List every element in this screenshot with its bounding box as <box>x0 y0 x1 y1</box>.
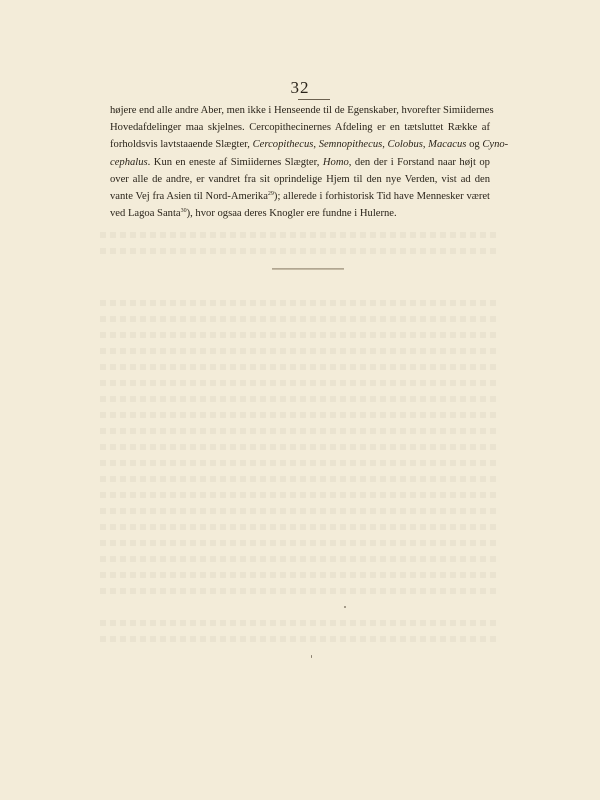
bleed-through-texture <box>100 524 500 530</box>
text-run: , <box>313 139 319 151</box>
text-run: Hovedafdelinger maa skjelnes. Cercopithecinernes Afdeling er en tætsluttet Række af <box>110 122 490 134</box>
genus-name: Semnopithecus <box>318 139 383 151</box>
bleed-through-texture <box>100 492 500 498</box>
bleed-through-texture <box>100 396 500 402</box>
bleed-through-texture <box>100 332 500 338</box>
text-run: , den der i Forstand naar højt op <box>348 156 490 168</box>
genus-name: cephalus <box>110 156 148 168</box>
bleed-through-texture <box>100 476 500 482</box>
genus-name: Cyno- <box>482 139 509 151</box>
text-run: . Kun en eneste af Simiidernes Slægter, <box>147 156 323 168</box>
bleed-through-texture <box>100 540 500 546</box>
text-run: og <box>466 139 483 151</box>
bleed-through-texture <box>100 300 500 306</box>
text-run: højere end alle andre Aber, men ikke i Henseende til de Egenskaber, hvorefter Simiidernes <box>110 105 494 116</box>
paper-speck <box>344 606 346 608</box>
bleed-through-texture <box>100 508 500 514</box>
bleed-through-texture <box>100 412 500 418</box>
bleed-through-texture <box>100 248 500 254</box>
genus-name: Macacus <box>428 139 467 151</box>
bleed-through-texture <box>100 572 500 578</box>
bleed-through-texture <box>100 348 500 354</box>
bleed-through-texture <box>100 556 500 562</box>
text-run: ), hvor ogsaa deres Knogler ere fundne i Hulerne. <box>186 208 397 220</box>
bleed-through-texture <box>100 620 500 626</box>
text-run: , <box>422 139 429 151</box>
footnote-ref: 30 <box>180 208 187 215</box>
text-line-6 <box>110 188 490 205</box>
text-run: vante Vej fra Asien til Nord-Amerika <box>110 191 268 203</box>
text-line-2 <box>110 119 490 136</box>
bleed-through-texture <box>100 636 500 642</box>
text-line-7 <box>110 205 490 222</box>
body-paragraph <box>110 102 509 222</box>
text-line-1 <box>110 102 494 119</box>
bleed-through-texture <box>100 460 500 466</box>
bleed-through-texture <box>100 232 500 238</box>
paper-speck <box>311 655 312 658</box>
bleed-through-texture <box>100 428 500 434</box>
page-number-underline <box>298 99 330 100</box>
genus-name: Colobus <box>387 139 423 151</box>
text-line-4 <box>110 154 490 171</box>
text-run: forholdsvis lavtstaaende Slægter, <box>110 139 253 151</box>
text-run: over alle de andre, er vandret fra sit oprindelige Hjem til den nye Verden, vist ad den <box>110 173 490 185</box>
bleed-through-texture <box>100 380 500 386</box>
section-separator-rule <box>272 268 344 270</box>
genus-name: Cercopithecus <box>252 139 314 151</box>
bleed-through-texture <box>100 364 500 370</box>
footnote-ref: 29 <box>267 191 274 198</box>
text-line-3 <box>110 136 509 153</box>
bleed-through-texture <box>100 444 500 450</box>
text-run: , <box>382 139 388 151</box>
bleed-through-texture <box>100 588 500 594</box>
page-number: 32 <box>290 78 310 97</box>
text-line-5 <box>110 171 490 188</box>
text-run: ); allerede i forhistorisk Tid have Mennesker været <box>273 191 490 203</box>
text-run: ved Lagoa Santa <box>110 208 181 220</box>
genus-name: Homo <box>322 156 349 168</box>
bleed-through-texture <box>100 316 500 322</box>
